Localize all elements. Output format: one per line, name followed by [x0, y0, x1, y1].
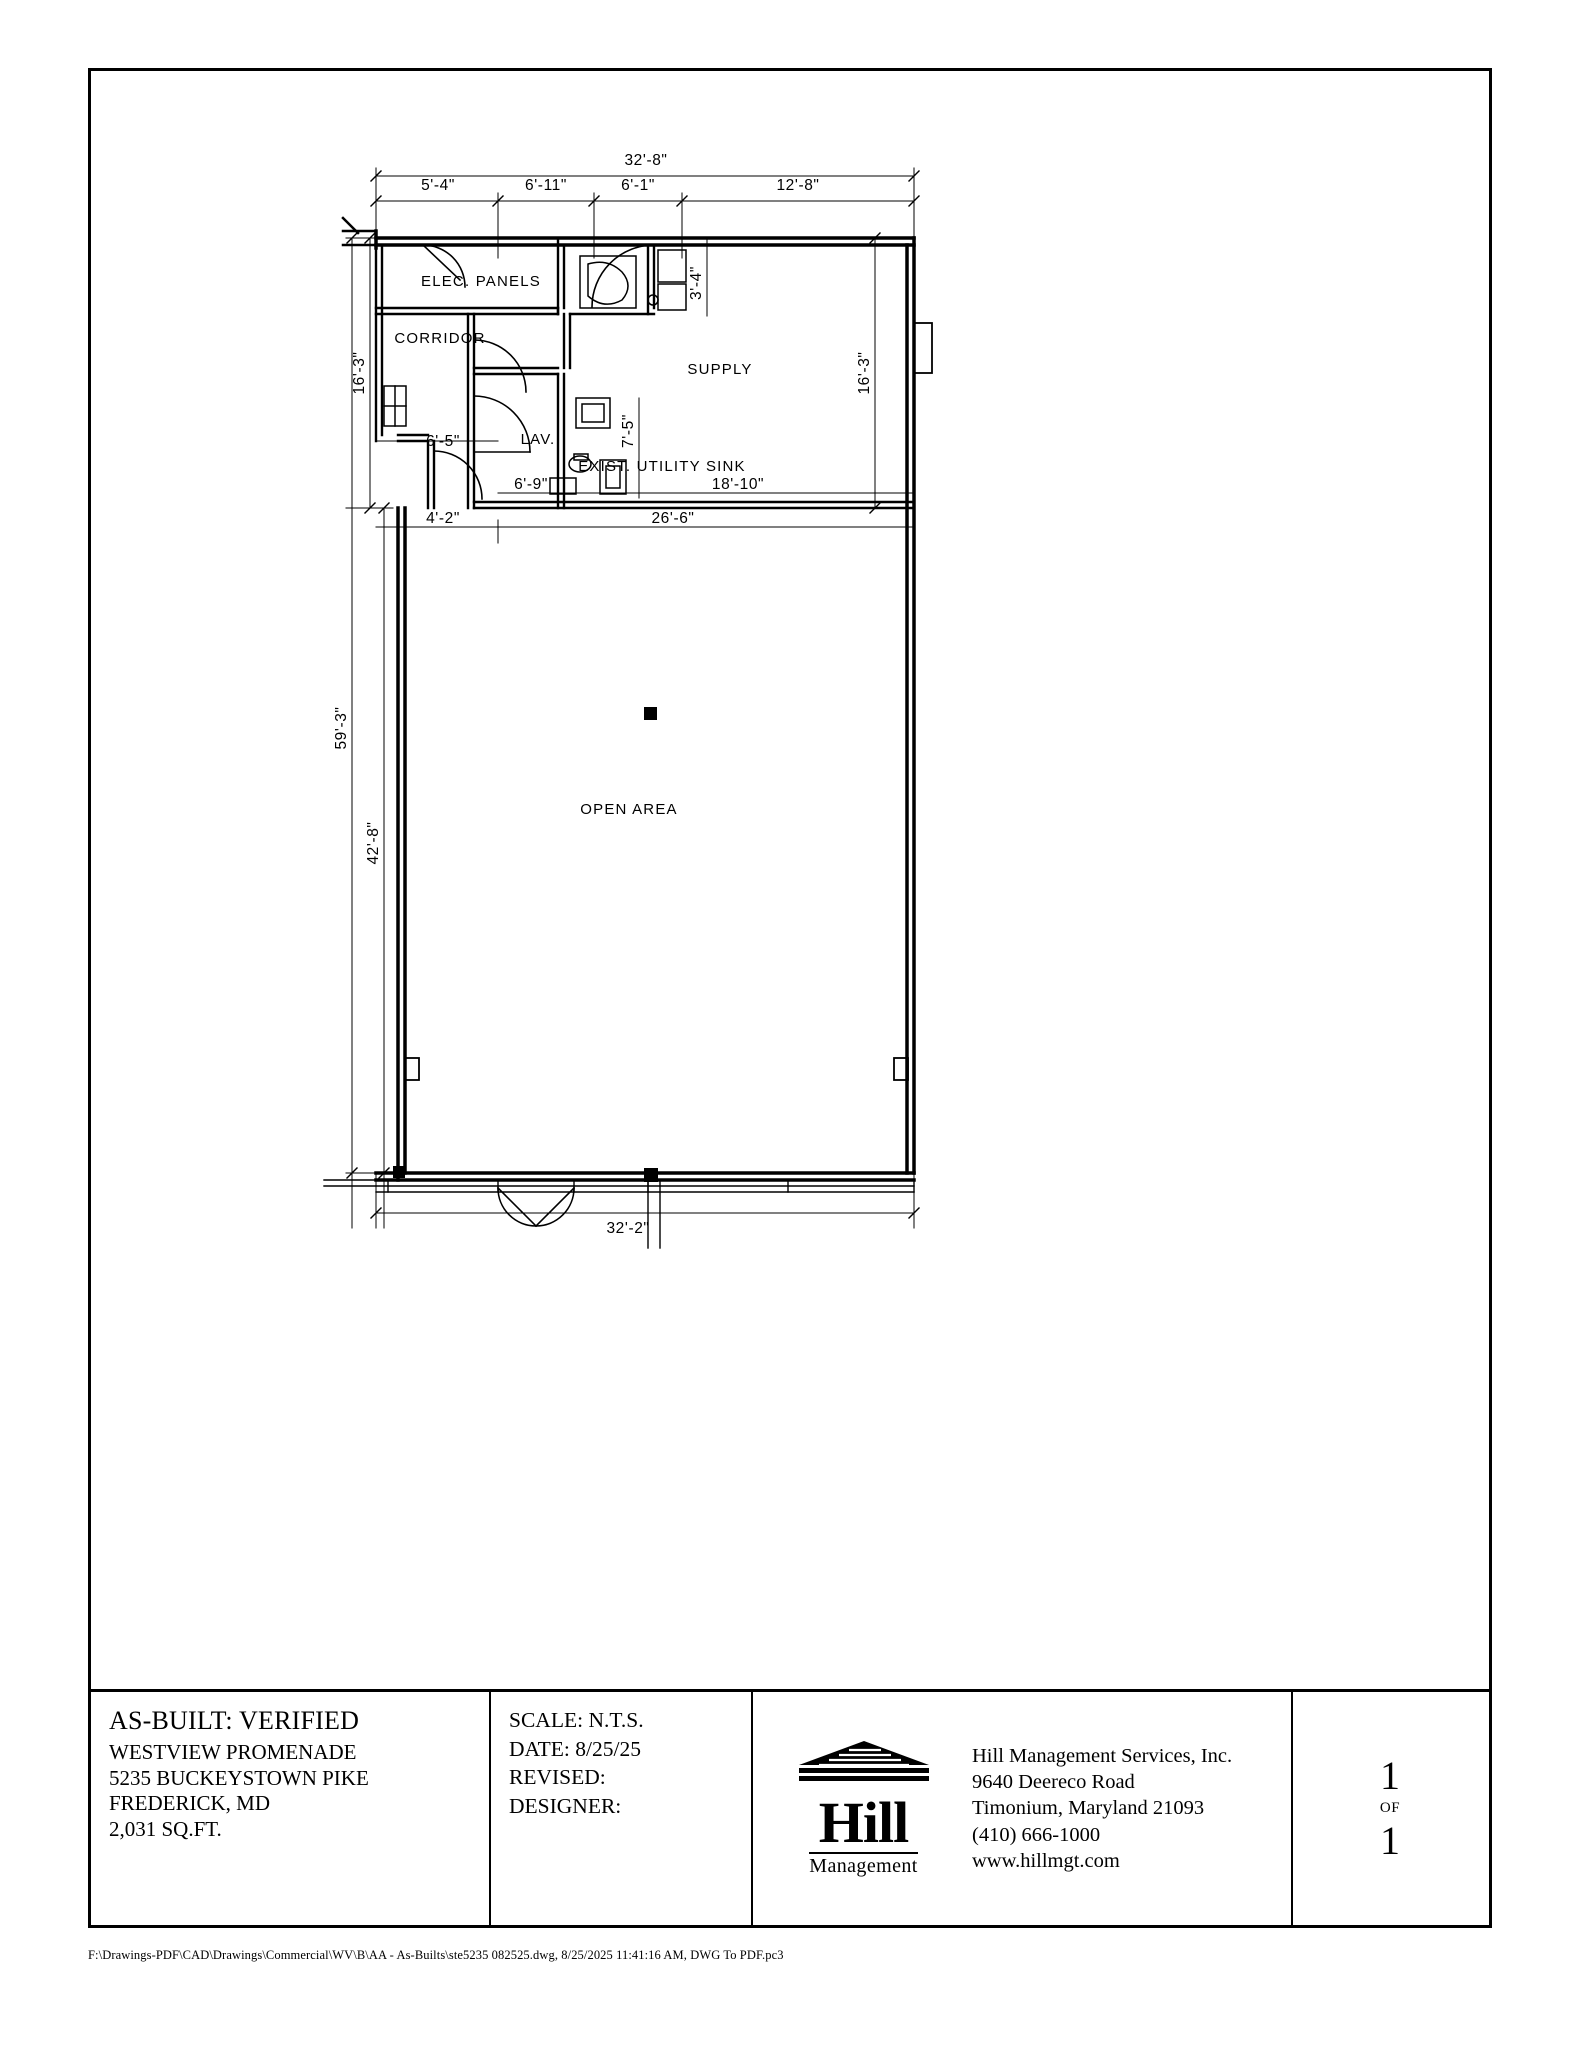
hill-management-word: Management — [809, 1852, 917, 1878]
building-icon — [789, 1739, 939, 1793]
room-labels — [394, 273, 752, 818]
dimension-text: 16'-3" — [856, 351, 873, 395]
scale-value: SCALE: N.T.S. — [509, 1708, 644, 1732]
room-label: LAV. — [520, 431, 556, 448]
room-label: OPEN AREA — [580, 801, 678, 818]
company-street: 9640 Deereco Road — [972, 1771, 1135, 1794]
asbuilt-heading: AS-BUILT: VERIFIED — [109, 1706, 360, 1735]
dimension-text: 18'-10" — [711, 476, 765, 493]
page-current: 1 — [1380, 1753, 1400, 1798]
revised-value: REVISED: — [509, 1765, 606, 1790]
property-address: 5235 BUCKEYSTOWN PIKE — [109, 1765, 369, 1790]
dimension-text: 12'-8" — [776, 177, 820, 194]
room-label: EXIST. UTILITY SINK — [578, 458, 746, 475]
property-city-state: FREDERICK, MD — [109, 1791, 271, 1816]
company-city: Timonium, Maryland 21093 — [972, 1797, 1205, 1820]
dimension-text: 7'-5" — [620, 414, 637, 448]
page-total: 1 — [1380, 1818, 1400, 1863]
dimension-text: 42'-8" — [365, 821, 382, 865]
dimension-text: 4'-2" — [426, 510, 460, 527]
dimension-text: 16'-3" — [351, 351, 368, 395]
file-path-footer: F:\Drawings-PDF\CAD\Drawings\Commercial\WV\B\AA - As-Builts\ste5235 082525.dwg, 8/25/2025 11:41:16 AM, DWG To PDF.pc3 — [88, 1948, 784, 1962]
property-name: WESTVIEW PROMENADE — [109, 1740, 357, 1764]
company-cell — [753, 1692, 1293, 1925]
room-label: ELEC. PANELS — [420, 273, 542, 290]
page-cell — [1293, 1692, 1487, 1925]
company-name: Hill Management Services, Inc. — [972, 1744, 1233, 1767]
hill-wordmark: Hill — [818, 1790, 909, 1856]
company-phone: (410) 666-1000 — [972, 1823, 1101, 1846]
dimension-text: 6'-11" — [525, 177, 567, 194]
designer-value: DESIGNER: — [509, 1793, 622, 1818]
hill-logo — [771, 1739, 956, 1877]
company-website[interactable]: www.hillmgt.com — [972, 1849, 1120, 1872]
floor-plan-drawing — [88, 68, 1492, 1692]
date-value: DATE: 8/25/25 — [509, 1736, 641, 1761]
dimension-text: 3'-4" — [688, 266, 705, 300]
room-label: CORRIDOR — [394, 330, 486, 347]
dimension-text: 6'-9" — [514, 476, 548, 493]
asbuilt-cell — [91, 1692, 491, 1925]
title-block — [91, 1689, 1489, 1925]
dimension-text: 32'-8" — [624, 152, 668, 169]
dimension-text: 6'-5" — [426, 433, 460, 450]
scale-cell — [491, 1692, 753, 1925]
property-area: 2,031 SQ.FT. — [109, 1816, 222, 1841]
dimension-text: 59'-3" — [333, 706, 350, 750]
dimension-text: 5'-4" — [421, 177, 455, 194]
company-address-block — [972, 1743, 1232, 1874]
room-label: SUPPLY — [687, 361, 753, 378]
dimension-text: 32'-2" — [606, 1220, 650, 1237]
dimension-text: 26'-6" — [651, 510, 695, 527]
dimension-text: 6'-1" — [621, 177, 655, 194]
page-of-label: OF — [1379, 1800, 1401, 1816]
